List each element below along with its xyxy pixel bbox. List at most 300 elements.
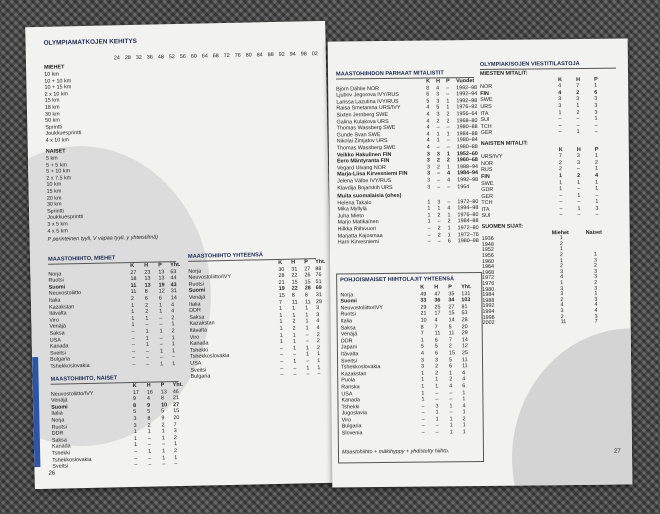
cell-value: 3 bbox=[316, 305, 320, 312]
page-number: 27 bbox=[613, 448, 621, 455]
cell-value: – bbox=[435, 422, 439, 429]
cell-value: 4 bbox=[447, 177, 451, 184]
olympic-program-title: OLYMPIAMATKOJEN KEHITYS bbox=[43, 37, 137, 47]
cell-value: 6 bbox=[434, 337, 438, 344]
cell-value: 1 bbox=[594, 82, 598, 89]
best-medalists-title: MAASTOHIIHDON PARHAAT MITALISTIT bbox=[335, 70, 444, 78]
event-item: 20 km bbox=[46, 195, 62, 202]
cell-value: 1 bbox=[447, 212, 451, 219]
women-events-list bbox=[46, 155, 84, 235]
cell-value: 1984–88 bbox=[457, 218, 479, 225]
row-label: Venäjä bbox=[50, 397, 68, 404]
cell-value: – bbox=[421, 409, 425, 416]
row-label: Gunde Svan SWE bbox=[336, 131, 381, 139]
cell-value: – bbox=[305, 338, 309, 345]
cell-value: 7 bbox=[558, 153, 562, 160]
row-label: DDR bbox=[51, 430, 64, 437]
row-label: Marja-Liisa Kirvesniemi FIN bbox=[337, 171, 408, 178]
cell-value: – bbox=[148, 455, 152, 462]
cell-value: 7 bbox=[173, 421, 177, 428]
cell-value: 20 bbox=[173, 415, 180, 422]
cell-value: – bbox=[293, 351, 297, 358]
cell-value: 25 bbox=[434, 304, 441, 311]
event-item: 2 x 10 km bbox=[44, 91, 69, 98]
cell-value: 11 bbox=[434, 330, 441, 337]
cell-value: 20 bbox=[461, 323, 468, 330]
event-item: Joukkuesprintti bbox=[45, 130, 82, 138]
cell-value: – bbox=[305, 331, 309, 338]
cell-value: 1956–64 bbox=[456, 110, 478, 118]
cell-value: 5 bbox=[147, 409, 151, 416]
column-header: Yht. bbox=[172, 381, 183, 389]
cell-value: – bbox=[306, 371, 310, 378]
row-label: Sveitsi bbox=[340, 357, 357, 364]
cell-value: 7 bbox=[594, 318, 598, 325]
table-row bbox=[190, 371, 320, 380]
row-label: Neuvostoliitto bbox=[48, 290, 82, 298]
cell-value: – bbox=[293, 365, 297, 372]
cell-value: 4 bbox=[595, 172, 599, 179]
cell-value: 1 bbox=[577, 179, 581, 186]
cell-value: 2 bbox=[577, 172, 581, 179]
cell-value: 4 bbox=[436, 85, 440, 92]
cell-value: 3 bbox=[560, 291, 564, 298]
cell-value: – bbox=[594, 129, 598, 136]
cell-value: – bbox=[576, 166, 581, 173]
women-medal-table bbox=[51, 382, 183, 470]
cell-value: 1964 bbox=[457, 183, 470, 190]
cell-value: 5 bbox=[448, 356, 453, 363]
cell-value: – bbox=[559, 212, 563, 219]
column-header: P bbox=[160, 382, 165, 389]
cell-value: 1 bbox=[171, 321, 175, 328]
cell-value: 3 bbox=[133, 415, 137, 422]
cell-value: 1 bbox=[576, 102, 580, 109]
cell-value: – bbox=[280, 358, 284, 365]
cell-value: 3 bbox=[426, 157, 430, 164]
cell-value: 12 bbox=[158, 288, 165, 295]
cell-value: 1 bbox=[449, 429, 453, 436]
cell-value: – bbox=[280, 365, 284, 372]
cell-value: 1 bbox=[559, 173, 563, 180]
event-item: 30 km bbox=[46, 201, 62, 208]
row-label: Slovenia bbox=[341, 430, 363, 437]
cell-value: 4 bbox=[560, 274, 564, 281]
row-label: Tshekkoslovakia bbox=[190, 353, 230, 361]
cell-value: 21 bbox=[278, 279, 285, 286]
cell-value: – bbox=[576, 122, 580, 129]
women-events-label: NAISET bbox=[45, 148, 66, 155]
row-label: GDR bbox=[481, 186, 494, 194]
cell-value: 1 bbox=[130, 302, 135, 309]
cell-value: 6 bbox=[158, 295, 162, 302]
cell-value: 13 bbox=[158, 275, 165, 282]
row-label: Italia bbox=[188, 301, 201, 308]
cell-value: 1980–98 bbox=[457, 238, 479, 245]
row-label: Saksa bbox=[49, 330, 65, 337]
cell-value: 1 bbox=[560, 280, 564, 287]
row-label: TCH bbox=[480, 123, 492, 130]
cell-value: 1 bbox=[427, 212, 431, 219]
row-label: Puola bbox=[341, 377, 356, 384]
row-label: Bulgaria bbox=[341, 423, 362, 430]
cell-value: 2 bbox=[449, 376, 453, 383]
cell-value: 2 bbox=[436, 157, 440, 164]
column-header: K bbox=[278, 259, 283, 266]
cell-value: 33 bbox=[420, 297, 427, 304]
cell-value: 1 bbox=[131, 315, 135, 322]
row-label: Marjatta Kajosmaa bbox=[337, 232, 383, 240]
cell-value: 1 bbox=[447, 231, 451, 238]
cell-value: 1 bbox=[292, 305, 296, 312]
row-label: URS/IVY bbox=[480, 153, 503, 161]
cell-value: 3 bbox=[316, 311, 320, 318]
cell-value: – bbox=[159, 315, 163, 322]
cell-value: 7 bbox=[278, 299, 283, 306]
cell-value: 1 bbox=[317, 357, 321, 365]
cell-value: – bbox=[446, 137, 450, 144]
row-label: Mika Myllylä bbox=[337, 206, 367, 213]
cell-value: – bbox=[427, 238, 431, 245]
row-label: Kanada bbox=[51, 443, 71, 451]
cell-value: – bbox=[576, 116, 580, 123]
column-header: H bbox=[576, 76, 581, 83]
cell-value: 3 bbox=[594, 274, 598, 281]
cell-value: 88 bbox=[315, 265, 322, 272]
cell-value: 3 bbox=[427, 170, 431, 177]
nordic-totals-note: Maastohiihto + mäkihyppy + yhdistetty hiihto. bbox=[341, 448, 450, 456]
row-label: Viro bbox=[341, 417, 352, 424]
cell-value: 1992–98 bbox=[457, 176, 479, 184]
cell-value: 2 bbox=[559, 252, 563, 259]
event-item: 5 + 10 km bbox=[46, 168, 71, 175]
cell-value: 3 bbox=[576, 96, 580, 103]
cell-value: 3 bbox=[594, 96, 598, 103]
row-label: TCH bbox=[481, 200, 493, 207]
row-label: Ruotsi bbox=[188, 281, 204, 288]
cell-value: – bbox=[293, 371, 297, 378]
row-label: 1976 bbox=[482, 280, 495, 287]
cell-value: 5 bbox=[436, 104, 440, 111]
women-table-title: MAASTOHIIHTO, NAISET bbox=[50, 375, 118, 383]
cell-value: 2 bbox=[560, 263, 564, 270]
cell-value: – bbox=[437, 218, 441, 225]
column-header: K bbox=[426, 78, 431, 85]
cell-value: 4 bbox=[171, 308, 175, 315]
event-item: Sprintti bbox=[45, 124, 63, 131]
row-label: Viro bbox=[189, 334, 200, 341]
cell-value: 1994–98 bbox=[457, 205, 479, 212]
cell-value: – bbox=[145, 322, 149, 329]
cell-value: 8 bbox=[426, 85, 430, 92]
cell-value: 3 bbox=[436, 98, 440, 105]
finland-placings-label: SUOMEN SIJAT: bbox=[481, 223, 523, 231]
cell-value: 46 bbox=[172, 388, 179, 395]
cell-value: – bbox=[279, 345, 284, 352]
row-label: Sixten Jernberg SWE bbox=[336, 111, 389, 119]
cell-value: 1 bbox=[421, 376, 425, 383]
cell-value: 27 bbox=[448, 304, 455, 311]
cell-value: 2 bbox=[462, 416, 466, 423]
cell-value: 11 bbox=[291, 299, 298, 306]
cell-value: 11 bbox=[130, 282, 137, 289]
column-header: H bbox=[436, 78, 441, 85]
cell-value: 2 bbox=[446, 157, 450, 164]
row-label: 1988 bbox=[482, 297, 495, 304]
cell-value: 31 bbox=[170, 288, 177, 295]
cell-value: – bbox=[436, 144, 440, 151]
cell-value: 13 bbox=[160, 388, 167, 396]
cell-value: 2 bbox=[161, 421, 165, 428]
cell-value: – bbox=[577, 199, 581, 206]
cell-value: 2 bbox=[436, 117, 440, 125]
cell-value: 19 bbox=[158, 282, 165, 289]
row-label: GER bbox=[481, 193, 494, 200]
cell-value: 2 bbox=[559, 240, 563, 248]
cell-value: – bbox=[280, 352, 284, 359]
cell-value: 13 bbox=[144, 282, 151, 289]
cell-value: 14 bbox=[461, 336, 468, 343]
row-label: Marjo Matikainen bbox=[337, 219, 379, 226]
event-item: 5 km bbox=[45, 155, 58, 162]
cell-value: 15 bbox=[291, 279, 298, 286]
cell-value: 1 bbox=[449, 370, 453, 377]
cell-value: 1 bbox=[133, 429, 137, 436]
cell-value: – bbox=[449, 389, 453, 396]
cell-value: 26 bbox=[304, 272, 311, 279]
cell-value: 29 bbox=[461, 330, 468, 337]
row-label: Venäjä bbox=[49, 323, 67, 331]
event-item: 10 + 15 km bbox=[44, 84, 72, 91]
cell-value: 8 bbox=[144, 289, 148, 296]
page-number: 26 bbox=[48, 470, 56, 477]
cell-value: 2 bbox=[576, 89, 580, 96]
cell-value: 5 bbox=[420, 343, 424, 350]
cell-value: 11 bbox=[461, 356, 468, 363]
row-label: 1968 bbox=[482, 269, 495, 276]
cell-value: – bbox=[162, 461, 166, 468]
row-label: Norja bbox=[340, 291, 354, 299]
cell-value: – bbox=[427, 232, 431, 239]
cell-value: 1 bbox=[436, 137, 440, 144]
cell-value: 3 bbox=[595, 205, 599, 212]
cell-value: 2 bbox=[446, 111, 450, 118]
row-label: Ruotsi bbox=[48, 277, 64, 284]
cell-value: 2 bbox=[437, 212, 441, 219]
cell-value: – bbox=[594, 122, 598, 129]
relay-section-label: MIESTEN MITALIT: bbox=[479, 70, 528, 77]
cell-value: 1 bbox=[595, 179, 599, 186]
event-item: 2 x 7,5 km bbox=[46, 175, 72, 182]
row-label: Ruotsi bbox=[51, 423, 67, 431]
cell-value: 3 bbox=[173, 428, 177, 435]
decorative-swoosh bbox=[511, 327, 633, 487]
cell-value: – bbox=[435, 396, 439, 403]
cell-value: 21 bbox=[172, 395, 180, 402]
cell-value: 2 bbox=[560, 313, 564, 320]
cell-value: 1 bbox=[162, 448, 166, 455]
row-label: NOR bbox=[480, 84, 493, 91]
column-header: H bbox=[291, 259, 296, 266]
cell-value: 1 bbox=[145, 335, 149, 342]
cell-value: 1 bbox=[420, 337, 424, 344]
cell-value: – bbox=[446, 91, 450, 98]
nordic-totals-table bbox=[340, 284, 478, 437]
cell-value: 4 bbox=[462, 369, 466, 376]
cell-value: – bbox=[161, 441, 166, 448]
cell-value: 3 bbox=[420, 357, 425, 364]
cell-value: 11 bbox=[304, 298, 311, 305]
row-label: Kanada bbox=[189, 340, 209, 347]
cell-value: 2 bbox=[316, 331, 320, 338]
column-header: H bbox=[576, 146, 581, 153]
row-label: Saksa bbox=[189, 314, 205, 321]
cell-value: 1 bbox=[594, 290, 598, 297]
event-item: 5 + 5 km bbox=[46, 161, 67, 169]
cell-value: 4 bbox=[426, 124, 430, 131]
cell-value: – bbox=[421, 423, 425, 430]
cell-value: 1 bbox=[305, 325, 309, 332]
row-label: Larissa Lazutina IVY/RUS bbox=[336, 98, 399, 106]
cell-value: 2 bbox=[594, 279, 598, 286]
cell-value: 1 bbox=[292, 338, 296, 345]
cell-value: 4 bbox=[449, 383, 453, 390]
cell-value: 2 bbox=[145, 308, 149, 315]
row-label: Japani bbox=[340, 344, 357, 351]
cell-value: 3 bbox=[133, 422, 137, 429]
cell-value: – bbox=[559, 199, 563, 206]
cell-value: 17 bbox=[132, 389, 139, 396]
cell-value: – bbox=[447, 198, 451, 206]
cell-value: 1 bbox=[159, 308, 163, 315]
cell-value: 1 bbox=[162, 454, 166, 461]
cell-value: 1 bbox=[306, 351, 310, 358]
row-label: Suomi bbox=[48, 284, 66, 291]
cell-value: – bbox=[145, 348, 150, 355]
cell-value: 3 bbox=[560, 268, 564, 275]
column-header: P bbox=[158, 262, 162, 269]
cell-value: 5 bbox=[448, 323, 452, 330]
cell-value: 1972–80 bbox=[457, 225, 479, 232]
row-label: 1998 bbox=[482, 314, 495, 321]
row-label: Nikolai Zimjatov URS bbox=[336, 138, 388, 145]
row-label: Björn Dählie NOR bbox=[336, 85, 380, 93]
cell-value: 2 bbox=[171, 314, 175, 321]
cell-value: 3 bbox=[594, 313, 598, 320]
cell-value: 21 bbox=[420, 310, 427, 318]
cell-value: 1960–68 bbox=[456, 157, 478, 164]
cell-value: 1976–80 bbox=[457, 211, 479, 219]
cell-value: – bbox=[421, 403, 425, 410]
cell-value: 3 bbox=[558, 103, 562, 110]
cell-value: 1 bbox=[279, 332, 283, 339]
column-header: P bbox=[446, 78, 450, 85]
row-label: SWE bbox=[480, 97, 493, 104]
row-label: SUI bbox=[480, 117, 490, 124]
cell-value: 1 bbox=[435, 409, 439, 416]
event-item: 3 x 5 km bbox=[47, 221, 68, 228]
row-label: Viro bbox=[49, 317, 59, 324]
row-label: 1972 bbox=[482, 275, 495, 282]
cell-value: 1 bbox=[421, 383, 425, 390]
column-header: H bbox=[434, 284, 439, 291]
row-label: Norja bbox=[188, 268, 202, 275]
cell-value: 1 bbox=[462, 396, 466, 403]
cell-value: 2 bbox=[436, 164, 441, 171]
cell-value: – bbox=[132, 361, 136, 368]
row-label: Veikko Hakulinen FIN bbox=[336, 151, 392, 159]
row-label: Kazakstan bbox=[189, 320, 215, 328]
cell-value: 1980–88 bbox=[456, 143, 478, 151]
cell-value: 4 bbox=[170, 301, 175, 308]
cell-value: – bbox=[446, 144, 450, 151]
row-label: 1984 bbox=[482, 292, 495, 299]
event-item: Joukkuesprintti bbox=[47, 214, 84, 222]
cell-value: 29 bbox=[420, 304, 427, 311]
cell-value: 1 bbox=[594, 152, 598, 159]
cell-value: 13 bbox=[144, 275, 151, 282]
cell-value: – bbox=[134, 455, 138, 462]
row-label: Neuvostoliitto/IVY bbox=[50, 390, 94, 398]
row-label: Helena Takalo bbox=[337, 199, 372, 207]
cell-value: 5 bbox=[426, 98, 430, 105]
cell-value: 131 bbox=[461, 290, 471, 297]
row-label: Thomas Wassberg SWE bbox=[336, 125, 396, 132]
cell-value: 1 bbox=[462, 389, 466, 396]
best-medalists-table bbox=[336, 78, 478, 246]
cell-value: 3 bbox=[436, 150, 440, 157]
cell-value: 4 bbox=[558, 89, 562, 96]
cell-value: 15 bbox=[448, 310, 455, 317]
event-item: 15 km bbox=[44, 97, 60, 105]
cell-value: 1 bbox=[559, 257, 564, 264]
column-header: K bbox=[558, 76, 563, 83]
cell-value: 1 bbox=[435, 383, 439, 390]
row-label: Vegard Ulvang NOR bbox=[336, 164, 386, 172]
cell-value: 29 bbox=[315, 298, 323, 305]
cell-value: 28 bbox=[461, 317, 468, 324]
cell-value: 53 bbox=[461, 310, 468, 317]
column-header: P bbox=[448, 284, 452, 291]
cell-value: – bbox=[159, 341, 163, 348]
relay-stats-title: OLYMPIAKISOJEN VIESTITILASTOJA bbox=[479, 60, 580, 68]
row-label: Klavdija Bojarskih URS bbox=[337, 184, 393, 191]
table-row bbox=[338, 238, 478, 246]
column-header: K bbox=[130, 262, 135, 270]
cell-value: 9 bbox=[147, 402, 151, 409]
cell-value: 1 bbox=[594, 166, 599, 173]
column-header: P bbox=[304, 259, 308, 266]
cell-value: 1 bbox=[161, 428, 165, 435]
cell-value: 2 bbox=[130, 295, 134, 303]
cell-value: 1 bbox=[133, 435, 137, 442]
nordic-totals-title: POHJOISMAISET HIIHTOLAJIT YHTEENSÄ bbox=[340, 276, 455, 284]
cell-value: 27 bbox=[173, 401, 180, 408]
row-label: Norja bbox=[51, 417, 65, 424]
cell-value: 1 bbox=[446, 131, 450, 138]
cell-value: 4 bbox=[426, 111, 430, 118]
row-label: Bulgaria bbox=[190, 373, 211, 380]
cell-value: 13 bbox=[158, 268, 165, 276]
cell-value: – bbox=[435, 389, 439, 396]
row-label: Tshekkoslovakia bbox=[52, 456, 92, 464]
cell-value: 8 bbox=[133, 402, 137, 409]
cell-value: 1 bbox=[446, 98, 450, 105]
cell-value: 3 bbox=[421, 363, 425, 370]
cell-value: – bbox=[558, 116, 562, 123]
column-header: H bbox=[144, 262, 149, 269]
cell-value: 1 bbox=[559, 186, 563, 193]
